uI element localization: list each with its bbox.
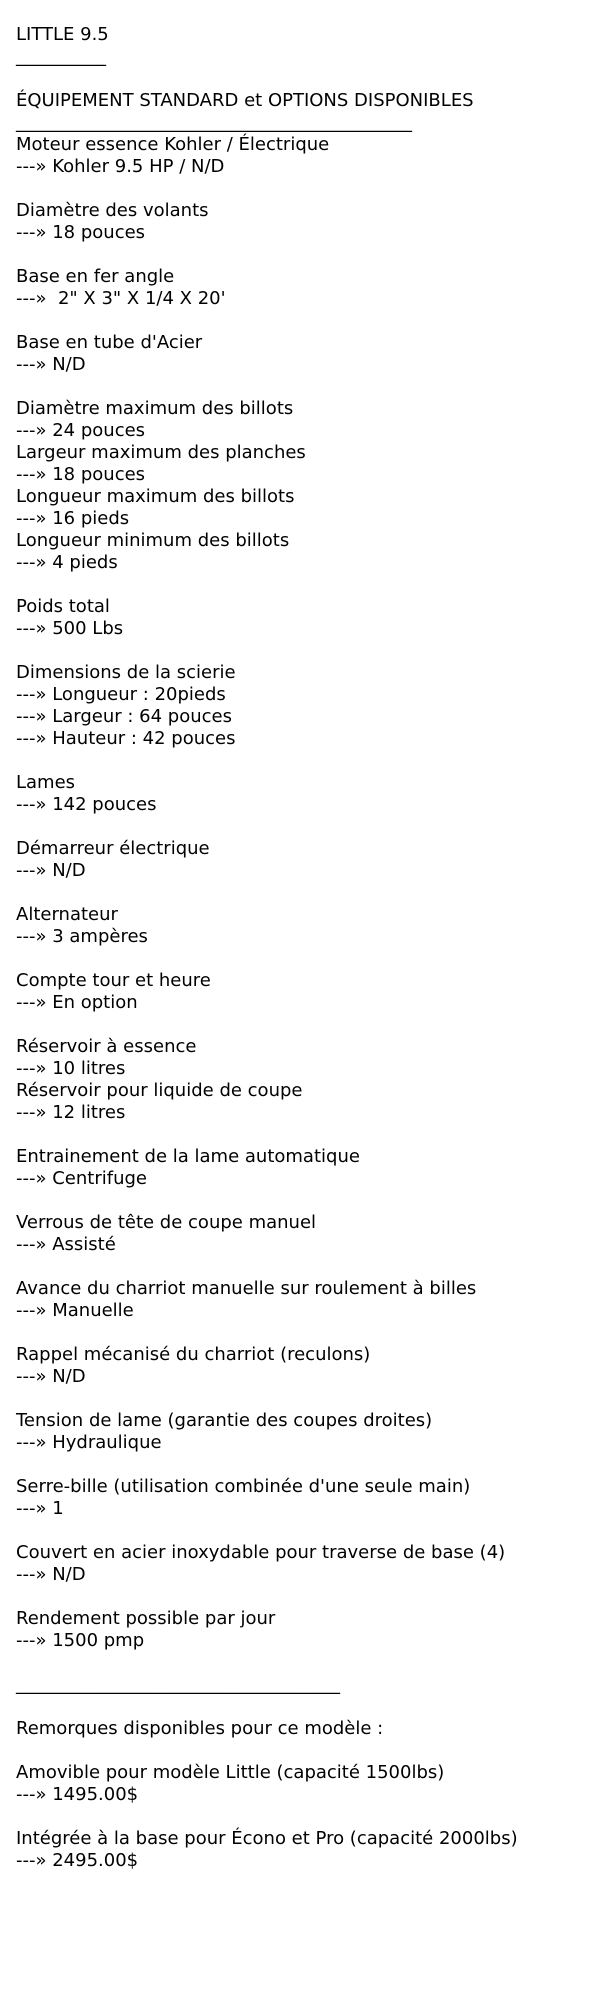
spec-label: Démarreur électrique	[16, 838, 210, 859]
spec-value: ---» Hauteur : 42 pouces	[16, 728, 236, 749]
trailer-item	[16, 1828, 586, 1872]
spec-label: Entrainement de la lame automatique	[16, 1146, 360, 1167]
page-title: LITTLE 9.5	[16, 24, 109, 45]
spec-value: ---» 500 Lbs	[16, 618, 124, 639]
spec-label: Base en fer angle	[16, 266, 175, 287]
spec-value: ---» N/D	[16, 1564, 86, 1585]
spec-value: ---» N/D	[16, 1366, 86, 1387]
spec-item	[16, 838, 586, 882]
spec-item	[16, 1212, 586, 1256]
spec-value: ---» 16 pieds	[16, 508, 130, 529]
spec-label: Moteur essence Kohler / Électrique	[16, 134, 330, 155]
spec-item	[16, 398, 586, 574]
spec-value: ---» 1495.00$	[16, 1784, 139, 1805]
spec-label: Lames	[16, 772, 76, 793]
spec-item	[16, 662, 586, 750]
spec-value: ---» 1	[16, 1498, 64, 1519]
spec-label: Verrous de tête de coupe manuel	[16, 1212, 317, 1233]
spec-value: ---» Largeur : 64 pouces	[16, 706, 232, 727]
spec-label: Longueur maximum des billots	[16, 486, 295, 507]
spec-label: Réservoir pour liquide de coupe	[16, 1080, 303, 1101]
spec-label: Amovible pour modèle Little (capacité 1500lbs)	[16, 1762, 445, 1783]
spec-label: Réservoir à essence	[16, 1036, 197, 1057]
spec-item	[16, 332, 586, 376]
spec-list	[16, 134, 586, 1652]
spec-value: ---» N/D	[16, 354, 86, 375]
spec-item	[16, 1344, 586, 1388]
spec-item	[16, 134, 586, 178]
spec-label: Diamètre maximum des billots	[16, 398, 294, 419]
spec-value: ---» Longueur : 20pieds	[16, 684, 226, 705]
spec-label: Alternateur	[16, 904, 118, 925]
spec-label: Base en tube d'Acier	[16, 332, 203, 353]
spec-value: ---» 18 pouces	[16, 464, 146, 485]
spec-value: ---» Hydraulique	[16, 1432, 162, 1453]
spec-value: ---» 12 litres	[16, 1102, 126, 1123]
spec-item	[16, 970, 586, 1014]
heading-underline: ____________________________________________	[16, 112, 412, 133]
title-underline: __________	[16, 46, 106, 67]
spec-item	[16, 1146, 586, 1190]
section-heading: ÉQUIPEMENT STANDARD et OPTIONS DISPONIBLES	[16, 90, 474, 111]
spec-label: Rendement possible par jour	[16, 1608, 276, 1629]
spec-label: Dimensions de la scierie	[16, 662, 236, 683]
spec-value: ---» 2" X 3" X 1/4 X 20'	[16, 288, 226, 309]
spec-label: Avance du charriot manuelle sur roulement à billes	[16, 1278, 477, 1299]
trailers-heading: Remorques disponibles pour ce modèle :	[16, 1718, 384, 1739]
trailer-item	[16, 1762, 586, 1806]
spec-value: ---» Centrifuge	[16, 1168, 147, 1189]
spec-label: Intégrée à la base pour Écono et Pro (capacité 2000lbs)	[16, 1828, 518, 1849]
spec-value: ---» 24 pouces	[16, 420, 146, 441]
spec-label: Couvert en acier inoxydable pour traverse de base (4)	[16, 1542, 506, 1563]
spec-value: ---» 18 pouces	[16, 222, 146, 243]
spec-item	[16, 772, 586, 816]
spec-item	[16, 904, 586, 948]
spec-item	[16, 266, 586, 310]
spec-item	[16, 596, 586, 640]
spec-value: ---» En option	[16, 992, 138, 1013]
spec-value: ---» 2495.00$	[16, 1850, 139, 1871]
spec-value: ---» 3 ampères	[16, 926, 148, 947]
trailer-list	[16, 1762, 586, 1872]
spec-label: Poids total	[16, 596, 110, 617]
spec-item	[16, 1542, 586, 1586]
spec-label: Diamètre des volants	[16, 200, 209, 221]
spec-item	[16, 1036, 586, 1124]
spec-item	[16, 1608, 586, 1652]
spec-value: ---» 10 litres	[16, 1058, 126, 1079]
spec-value: ---» N/D	[16, 860, 86, 881]
spec-value: ---» Assisté	[16, 1234, 116, 1255]
spec-item	[16, 1410, 586, 1454]
spec-item	[16, 200, 586, 244]
spec-label: Compte tour et heure	[16, 970, 211, 991]
spec-label: Serre-bille (utilisation combinée d'une seule main)	[16, 1476, 471, 1497]
spec-label: Largeur maximum des planches	[16, 442, 306, 463]
spec-label: Tension de lame (garantie des coupes droites)	[16, 1410, 433, 1431]
spec-item	[16, 1476, 586, 1520]
section-divider: ____________________________________	[16, 1674, 340, 1695]
spec-value: ---» 1500 pmp	[16, 1630, 145, 1651]
spec-value: ---» 4 pieds	[16, 552, 118, 573]
spec-label: Longueur minimum des billots	[16, 530, 290, 551]
spec-value: ---» Manuelle	[16, 1300, 134, 1321]
spec-item	[16, 1278, 586, 1322]
spec-label: Rappel mécanisé du charriot (reculons)	[16, 1344, 371, 1365]
spec-value: ---» 142 pouces	[16, 794, 157, 815]
spec-value: ---» Kohler 9.5 HP / N/D	[16, 156, 225, 177]
